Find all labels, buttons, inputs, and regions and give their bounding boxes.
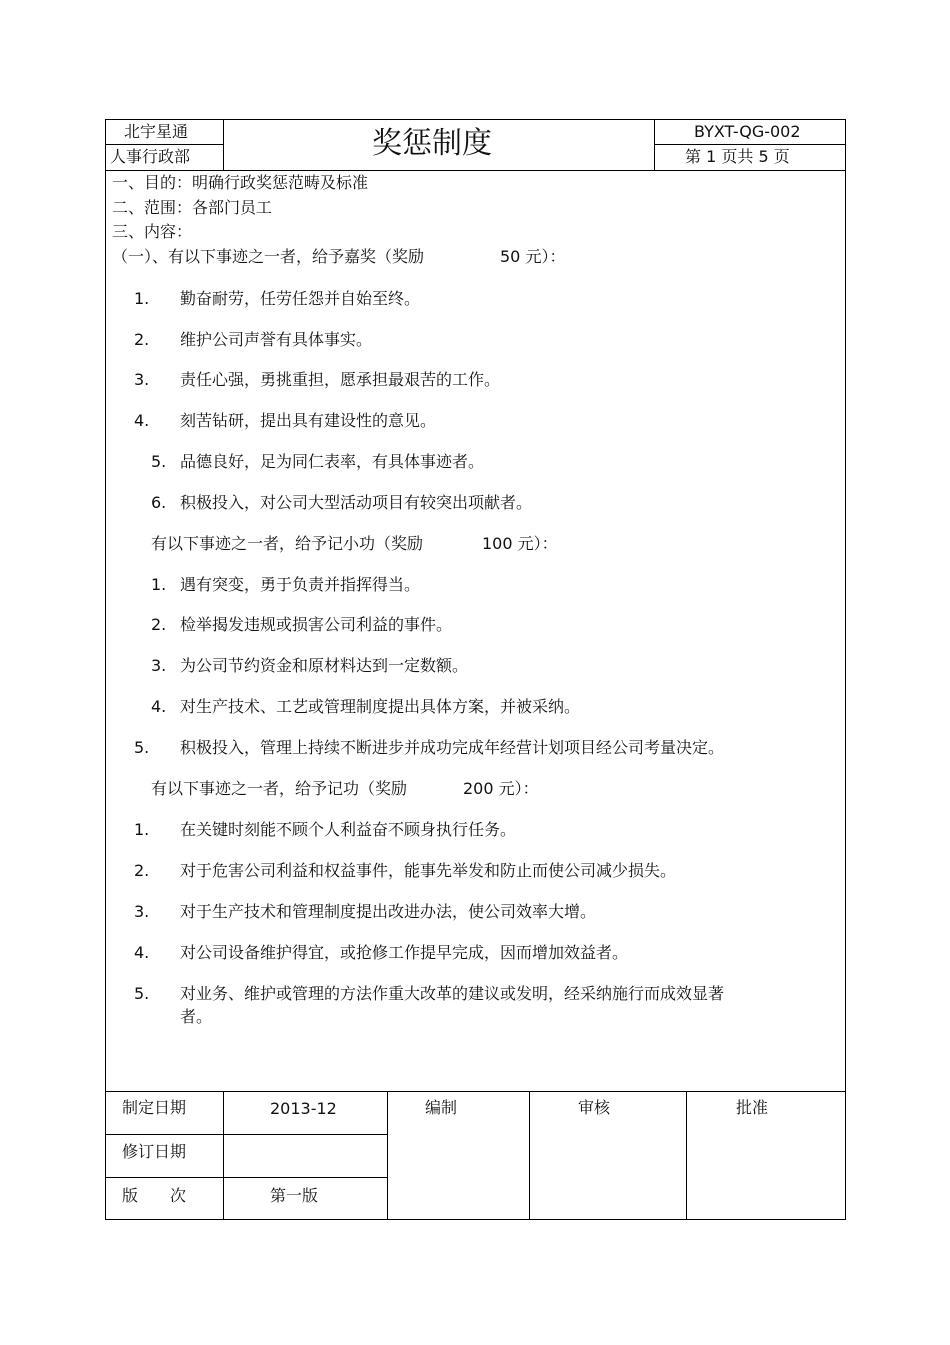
purpose-line: 一、目的：明确行政奖惩范畴及标准 <box>112 173 369 192</box>
document-code: BYXT-QG-002 <box>694 122 801 141</box>
document-title: 奖惩制度 <box>372 126 492 161</box>
scope-line: 二、范围：各部门员工 <box>112 198 273 217</box>
review-label: 审核 <box>578 1098 611 1117</box>
approve-label: 批准 <box>736 1098 769 1117</box>
section2-amount: 100 元）： <box>482 534 558 553</box>
revise-date-label: 修订日期 <box>122 1142 187 1161</box>
section1-heading: （一）、有以下事迹之一者，给予嘉奖（奖励 <box>112 247 425 266</box>
compile-label: 编制 <box>425 1098 458 1117</box>
company-name: 北宇星通 <box>124 122 189 141</box>
section3-heading: 有以下事迹之一者，给予记功（奖励 <box>151 779 408 798</box>
section2-heading: 有以下事迹之一者，给予记小功（奖励 <box>151 534 424 553</box>
made-date-value: 2013-12 <box>270 1099 337 1118</box>
version-label: 版 次 <box>122 1186 187 1205</box>
page-info: 第 1 页共 5 页 <box>685 147 790 166</box>
department-name: 人事行政部 <box>110 147 191 166</box>
section3-amount: 200 元）： <box>463 779 539 798</box>
version-value: 第一版 <box>270 1186 319 1205</box>
section1-amount: 50 元）： <box>500 247 566 266</box>
content-heading: 三、内容： <box>112 222 193 241</box>
made-date-label: 制定日期 <box>122 1098 187 1117</box>
